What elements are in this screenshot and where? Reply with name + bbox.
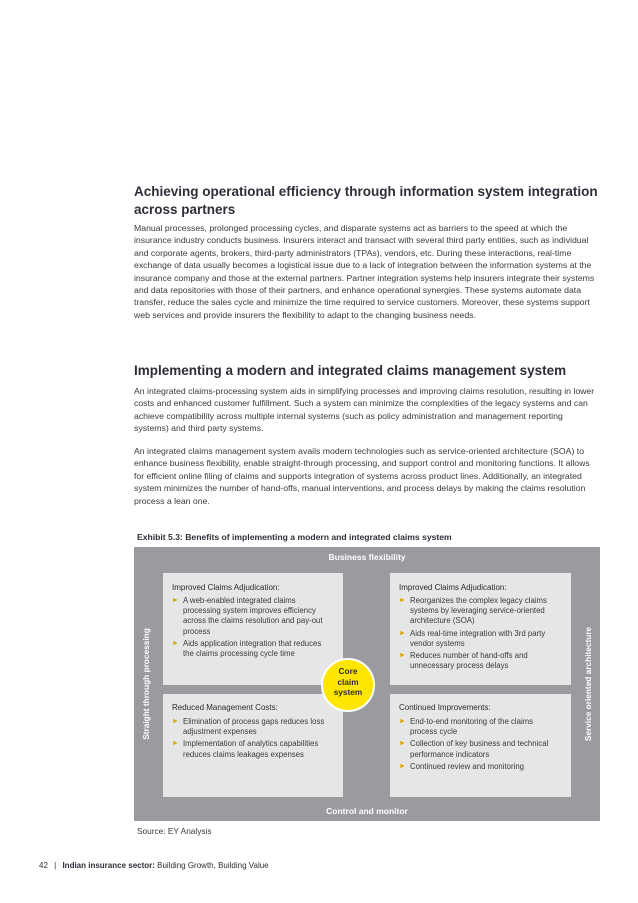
list-item-text: Implementation of analytics capabilities reduces claims leakages expenses bbox=[183, 739, 319, 759]
straight-through-processing-label: Straight through processing bbox=[141, 628, 151, 740]
paragraph-claims-1: An integrated claims-processing system aids in simplifying processes and improving claims resolution, resulting in lower costs and enhanced customer fulfillment. Such a system can minimize the complexities of the legacy systems and can achieve compatibility across multiple internal systems (such as policy administration and management reporting systems) and third party systems. bbox=[134, 386, 595, 434]
list-item-text: A web-enabled integrated claims processing system improves efficiency across the claims resolution and pay-out process bbox=[183, 596, 323, 636]
list-item bbox=[399, 762, 559, 772]
footer-separator: | bbox=[54, 861, 57, 870]
core-line-3: system bbox=[333, 687, 363, 697]
bullet-list bbox=[172, 717, 332, 762]
bullet-arrow-icon: ► bbox=[399, 762, 406, 770]
bullet-list bbox=[172, 596, 332, 661]
list-item-text: Reduces number of hand-offs and unnecessary process delays bbox=[410, 651, 528, 671]
bullet-arrow-icon: ► bbox=[399, 597, 406, 604]
page-number: 42 bbox=[39, 861, 48, 870]
service-oriented-architecture-label: Service oriented architecture bbox=[583, 626, 593, 742]
core-line-1: Core bbox=[338, 666, 358, 676]
list-item-text: Elimination of process gaps reduces loss adjustment expenses bbox=[183, 717, 325, 737]
quadrant-title: Improved Claims Adjudication: bbox=[172, 583, 280, 592]
list-item-text: End-to-end monitoring of the claims process cycle bbox=[410, 717, 534, 737]
bullet-arrow-icon: ► bbox=[172, 740, 179, 748]
bullet-arrow-icon: ► bbox=[399, 740, 406, 748]
quadrant-title: Reduced Management Costs: bbox=[172, 703, 278, 712]
page-footer bbox=[39, 861, 269, 870]
list-item-text: Aids real-time integration with 3rd party vendor systems bbox=[410, 628, 546, 648]
list-item bbox=[172, 596, 332, 637]
paragraph-claims-2: An integrated claims management system avails modern technologies such as service-oriented architecture (SOA) to enhance business flexibility, enable straight-through processing, and support control and monitoring functions. It allows for efficient online filing of claims and supports integration of systems across product lines. Additionally, an integrated system minimizes the number of hand-offs, manual interventions, and process delays by making the claims resolution process a lean one. bbox=[134, 446, 590, 506]
list-item bbox=[399, 739, 559, 759]
bullet-list bbox=[399, 596, 559, 673]
quadrant-title: Improved Claims Adjudication: bbox=[399, 583, 507, 592]
list-item bbox=[399, 629, 559, 649]
bullet-arrow-icon: ► bbox=[172, 639, 179, 647]
core-line-2: claim bbox=[337, 676, 359, 687]
quadrant-top-left bbox=[163, 573, 343, 685]
footer-publication-rest: Building Growth, Building Value bbox=[154, 861, 269, 870]
service-oriented-architecture-band bbox=[578, 567, 598, 801]
core-claim-system-circle bbox=[321, 658, 375, 712]
list-item bbox=[172, 739, 332, 759]
exhibit-diagram bbox=[134, 547, 600, 821]
list-item bbox=[399, 596, 559, 627]
list-item bbox=[172, 639, 332, 659]
bullet-arrow-icon: ► bbox=[399, 652, 406, 660]
list-item bbox=[399, 651, 559, 671]
bullet-arrow-icon: ► bbox=[399, 718, 406, 725]
bullet-arrow-icon: ► bbox=[172, 718, 179, 725]
control-and-monitor-label: Control and monitor bbox=[326, 806, 408, 816]
bullet-arrow-icon: ► bbox=[172, 597, 179, 604]
quadrant-top-right bbox=[390, 573, 571, 685]
paragraph-operational-efficiency: Manual processes, prolonged processing cycles, and disparate systems act as barriers to the speed at which the insurance industry conducts business. Insurers interact and transact with several third party entities, such as individual and corporate agents, brokers, third-party administrators (TPAs), vendors, etc. During these interactions, real-time exchange of data usually becomes a logistical issue due to a lack of integration between the information systems at the insurance company and those at the external partners. Partner integration systems help insurers integrate their systems and data repositories with those of their partners, and enhance operational synergies. These systems automate data transfer, reduce the sales cycle and minimize the time required to service customers. Moreover, these systems support web services and provide insurers the flexibility to adapt to the changing business needs. bbox=[134, 223, 595, 320]
heading-line-2: across partners bbox=[134, 202, 236, 217]
list-item-text: Collection of key business and technical performance indicators bbox=[410, 739, 549, 759]
exhibit-title: Exhibit 5.3: Benefits of implementing a modern and integrated claims system bbox=[137, 532, 452, 542]
list-item-text: Aids application integration that reduces the claims processing cycle time bbox=[183, 638, 322, 659]
list-item bbox=[172, 717, 332, 737]
bullet-list bbox=[399, 717, 559, 774]
quadrant-title: Continued Improvements: bbox=[399, 703, 491, 712]
straight-through-processing-band bbox=[136, 567, 156, 801]
quadrant-bottom-right bbox=[390, 694, 571, 797]
list-item-text: Reorganizes the complex legacy claims systems by leveraging service-oriented architecture (SOA) bbox=[410, 596, 547, 626]
quadrant-bottom-left bbox=[163, 694, 343, 797]
footer-publication-bold: Indian insurance sector: bbox=[62, 861, 155, 870]
section-heading-operational-efficiency bbox=[134, 183, 598, 219]
bullet-arrow-icon: ► bbox=[399, 629, 406, 637]
section-heading-claims-management: Implementing a modern and integrated claims management system bbox=[134, 363, 567, 378]
list-item-text: Continued review and monitoring bbox=[410, 761, 524, 771]
source-note: Source: EY Analysis bbox=[137, 826, 212, 836]
business-flexibility-label: Business flexibility bbox=[328, 552, 406, 562]
list-item bbox=[399, 717, 559, 737]
heading-line-1: Achieving operational efficiency through information system integration bbox=[134, 184, 598, 199]
